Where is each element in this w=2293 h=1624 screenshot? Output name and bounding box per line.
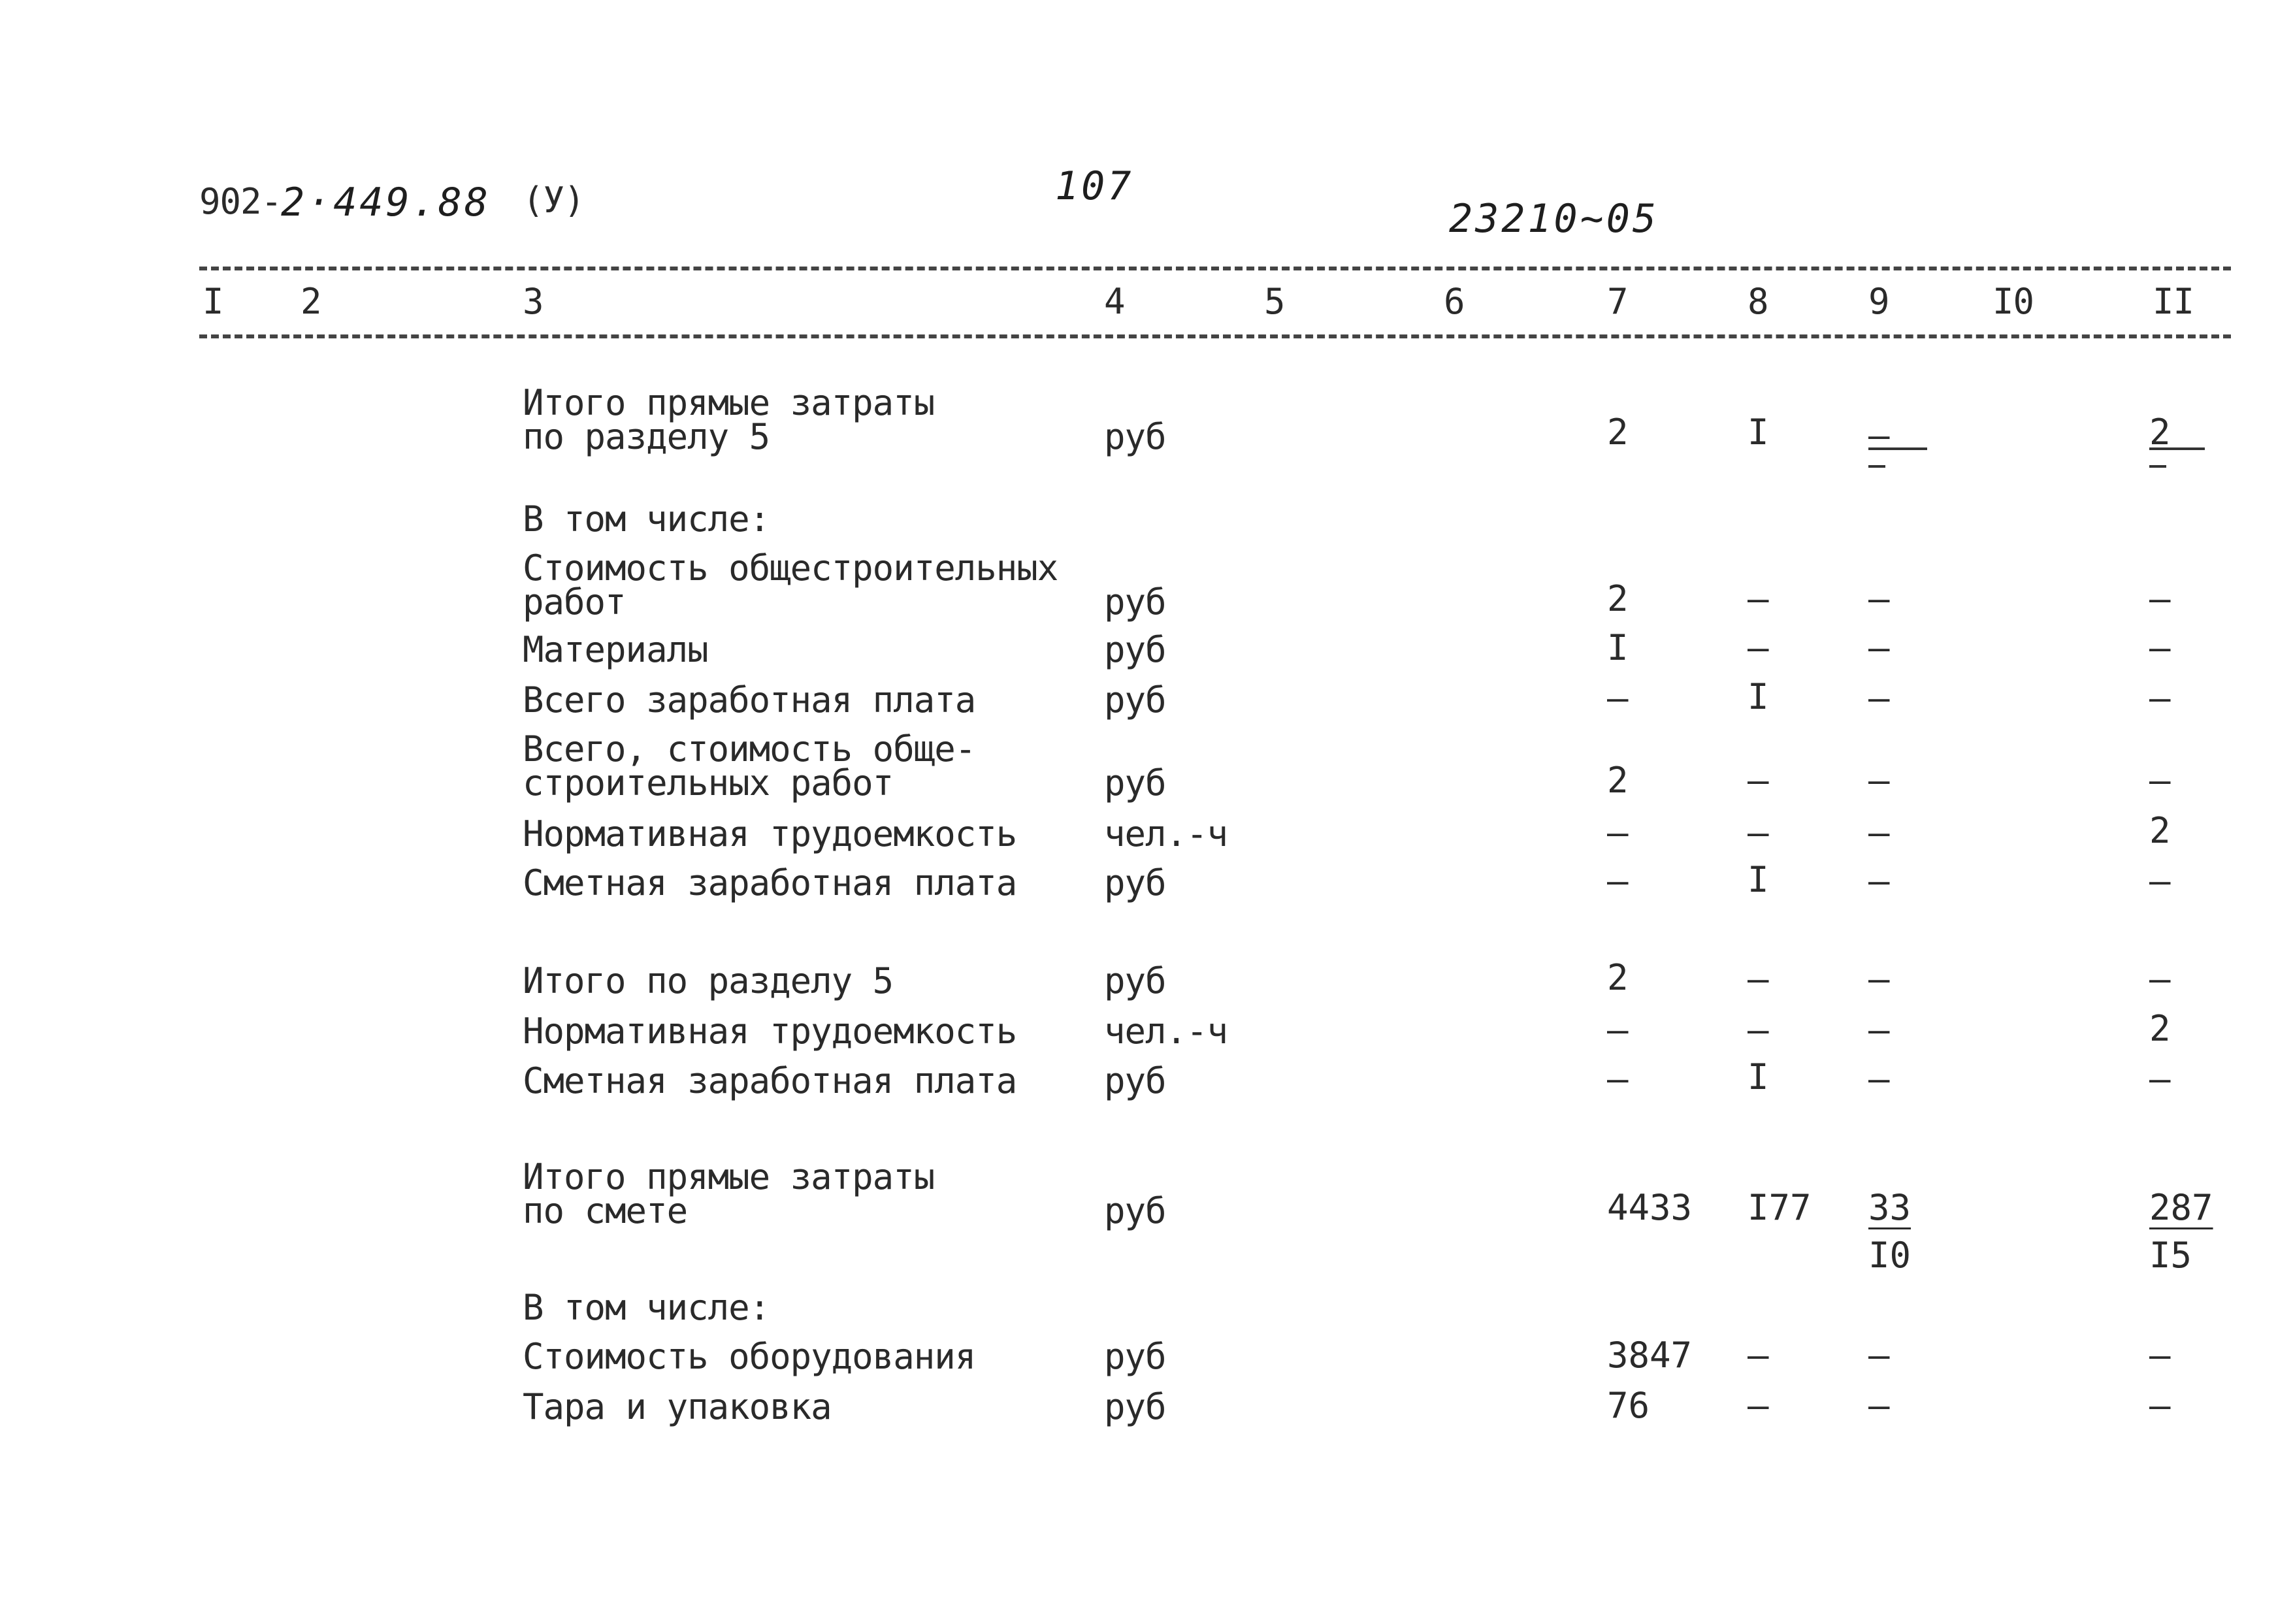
cell-col9: – [1868,958,1890,999]
cell-col11: – [2149,677,2171,719]
cell-col8: I [1748,412,1769,453]
cell-col11: – [2149,1058,2171,1099]
column-number: 3 [523,281,544,322]
fraction-rule [2149,447,2205,450]
cell-col7: I [1607,627,1629,668]
row-label: Нормативная трудоемкость [523,813,1017,854]
row-label-continued: работ [523,581,626,623]
row-unit: руб [1104,1386,1166,1427]
cell-col11: – [2149,860,2171,901]
cell-col7: 4433 [1607,1187,1693,1228]
header-top-rule [199,267,2231,270]
cell-col9: – [1868,578,1890,619]
cell-col7: 2 [1607,760,1629,801]
row-label: Всего, стоимость обще- [523,728,976,770]
cell-col7: – [1607,812,1629,853]
row-unit: руб [1104,629,1166,670]
cell-col8: I77 [1748,1187,1812,1228]
cell-col7: 3847 [1607,1335,1693,1376]
cell-col9: – [1868,860,1890,901]
row-unit: руб [1104,1060,1166,1101]
cell-col8: I [1748,1056,1769,1097]
fraction-denominator-dash [1868,465,1885,468]
column-number: 9 [1868,281,1889,322]
cell-col8: I [1748,859,1769,900]
column-number: I0 [1992,281,2034,322]
cell-col9: – [1868,760,1890,801]
row-label-continued: по смете [523,1190,688,1231]
row-label: Стоимость общестроительных [523,547,1058,589]
document-variant: (У) [523,180,585,221]
cell-col11: – [2149,958,2171,999]
cell-col11: – [2149,578,2171,619]
row-label: Материалы [523,629,708,670]
cell-col9: – [1868,1009,1890,1050]
document-stamp-code: 23210~05 [1449,196,1659,242]
cell-col11: – [2149,1335,2171,1376]
cell-col9-numerator: 33 [1868,1187,1911,1228]
row-label: Итого прямые затраты [523,1156,935,1197]
row-label-continued: по разделу 5 [523,416,770,457]
header-bottom-rule [199,334,2231,338]
row-label: Стоимость оборудования [523,1336,976,1377]
cell-col7: 2 [1607,578,1629,619]
row-unit: руб [1104,679,1166,721]
row-label: Итого прямые затраты [523,382,935,423]
cell-col11: 2 [2149,412,2171,453]
row-label: Тара и упаковка [523,1386,832,1427]
row-unit: руб [1104,416,1166,457]
row-label: Всего заработная плата [523,679,976,721]
cell-col8: – [1748,812,1769,853]
cell-col9: – [1868,812,1890,853]
row-unit: руб [1104,862,1166,903]
cell-col7: – [1607,677,1629,719]
cell-col11-denominator: I5 [2149,1235,2192,1276]
row-unit: чел.-ч [1104,1011,1228,1052]
row-unit: руб [1104,1336,1166,1377]
cell-col9: – [1868,1385,1890,1426]
cell-col7: 2 [1607,412,1629,453]
cell-col7: 2 [1607,957,1629,998]
row-unit: руб [1104,762,1166,804]
column-number: II [2153,281,2194,322]
cell-col7: 76 [1607,1385,1650,1426]
cell-col11: 2 [2149,1008,2171,1049]
row-label: Нормативная трудоемкость [523,1011,1017,1052]
column-number: 6 [1444,281,1465,322]
fraction-rule [1868,447,1927,450]
subsection-heading: В том числе: [523,498,770,540]
cell-col11: 2 [2149,810,2171,851]
column-number: 2 [301,281,321,322]
document-code-handwritten: 2·449.88 [281,180,491,225]
cell-col9: – [1868,677,1890,719]
column-number: 5 [1264,281,1285,322]
cell-col8: – [1748,1385,1769,1426]
cell-col8: – [1748,958,1769,999]
cell-col11: – [2149,760,2171,801]
cell-col9-denominator: I0 [1868,1235,1911,1276]
cell-col8: – [1748,1335,1769,1376]
row-label: Итого по разделу 5 [523,960,894,1001]
row-unit: чел.-ч [1104,813,1228,854]
cell-col11-numerator: 287 [2149,1187,2213,1228]
fraction-denominator-dash [2149,465,2166,468]
column-number: 8 [1748,281,1768,322]
page-number: 107 [1055,163,1134,209]
column-number: 4 [1104,281,1125,322]
document-code-prefix: 902- [199,181,282,222]
cell-col9: – [1868,1335,1890,1376]
row-unit: руб [1104,581,1166,623]
cell-col9: – [1868,415,1890,456]
column-number: I [203,281,223,322]
subsection-heading: В том числе: [523,1287,770,1328]
cell-col8: I [1748,676,1769,717]
cell-col8: – [1748,627,1769,668]
row-label: Сметная заработная плата [523,862,1017,903]
cell-col11: – [2149,627,2171,668]
cell-col9: – [1868,627,1890,668]
column-number: 7 [1607,281,1628,322]
cell-col7: – [1607,860,1629,901]
row-unit: руб [1104,960,1166,1001]
cell-col8: – [1748,578,1769,619]
cell-col9: – [1868,1058,1890,1099]
cell-col7: – [1607,1009,1629,1050]
cell-col8: – [1748,760,1769,801]
row-label-continued: строительных работ [523,762,894,804]
cell-col11: – [2149,1385,2171,1426]
row-unit: руб [1104,1190,1166,1231]
cell-col7: – [1607,1058,1629,1099]
row-label: Сметная заработная плата [523,1060,1017,1101]
cell-col8: – [1748,1009,1769,1050]
